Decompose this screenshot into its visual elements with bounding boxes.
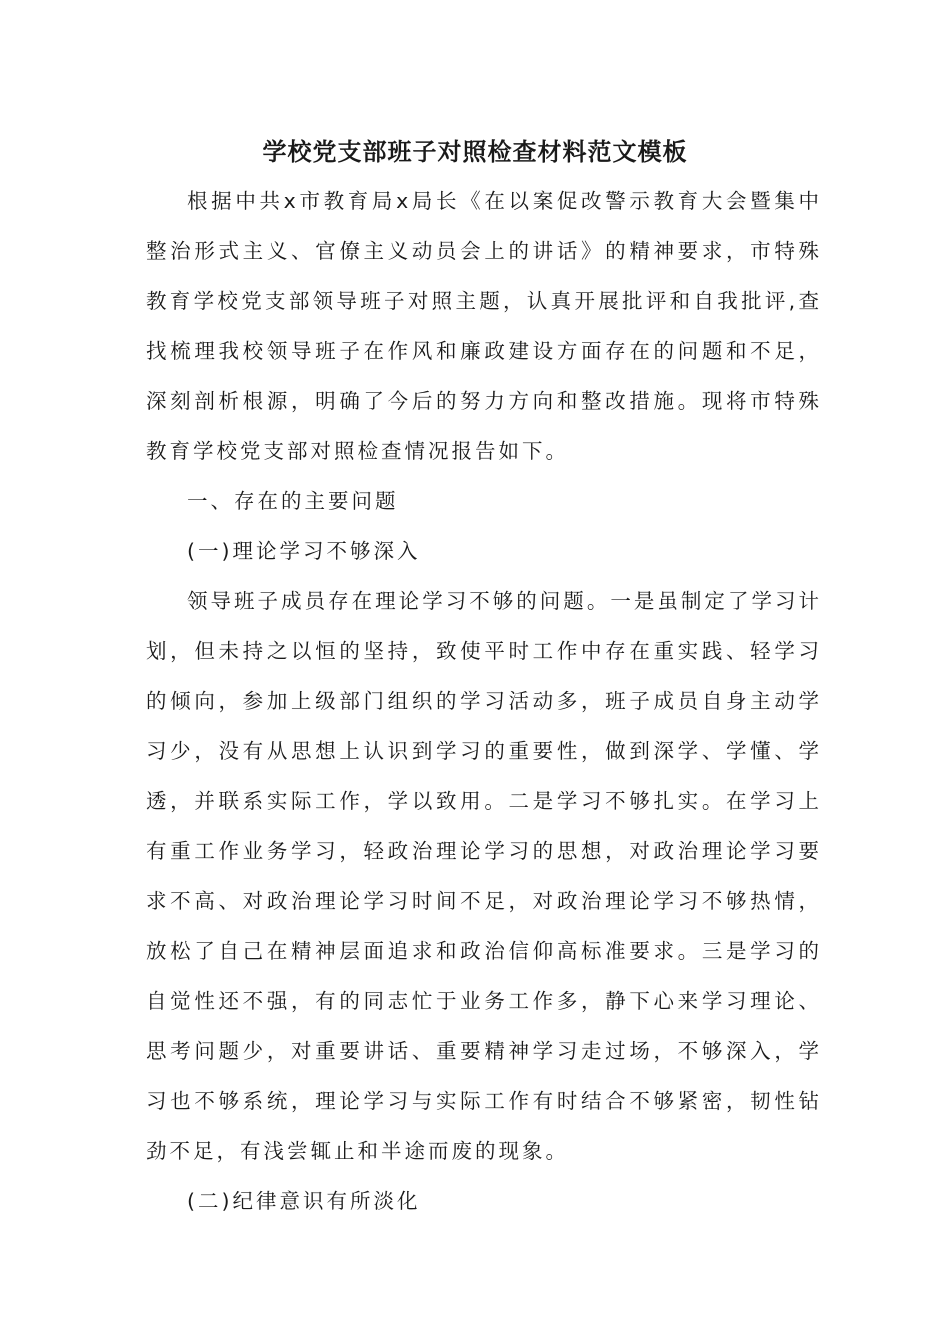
section-heading-main-problems: 一、存在的主要问题 xyxy=(187,489,399,513)
intro-paragraph: 根据中共x市教育局x局长《在以案促改警示教育大会暨集中整治形式主义、官僚主义动员会上的讲话》的精神要求，市特殊教育学校党支部领导班子对照主题，认真开展批评和自我批评,查找梳理我校领导班子在作风和廉政建设方面存在的问题和不足，深刻剖析根源，明确了今后的努力方向和整改措施。现将市特殊教育学校党支部对照检查情况报告如下。 xyxy=(146,189,822,463)
subsection-heading-theory-study: (一)理论学习不够深入 xyxy=(187,539,421,563)
document-title: 学校党支部班子对照检查材料范文模板 xyxy=(262,137,688,166)
theory-study-paragraph: 领导班子成员存在理论学习不够的问题。一是虽制定了学习计划，但未持之以恒的坚持，致使平时工作中存在重实践、轻学习的倾向，参加上级部门组织的学习活动多，班子成员自身主动学习少，没有从思想上认识到学习的重要性，做到深学、学懂、学透，并联系实际工作，学以致用。二是学习不够扎实。在学习上有重工作业务学习，轻政治理论学习的思想，对政治理论学习要求不高、对政治理论学习时间不足，对政治理论学习不够热情，放松了自己在精神层面追求和政治信仰高标准要求。三是学习的自觉性还不强，有的同志忙于业务工作多，静下心来学习理论、思考问题少，对重要讲话、重要精神学习走过场，不够深入，学习也不够系统，理论学习与实际工作有时结合不够紧密，韧性钻劲不足，有浅尝辄止和半途而废的现象。 xyxy=(146,589,822,1163)
subsection-heading-discipline: (二)纪律意识有所淡化 xyxy=(187,1189,421,1213)
